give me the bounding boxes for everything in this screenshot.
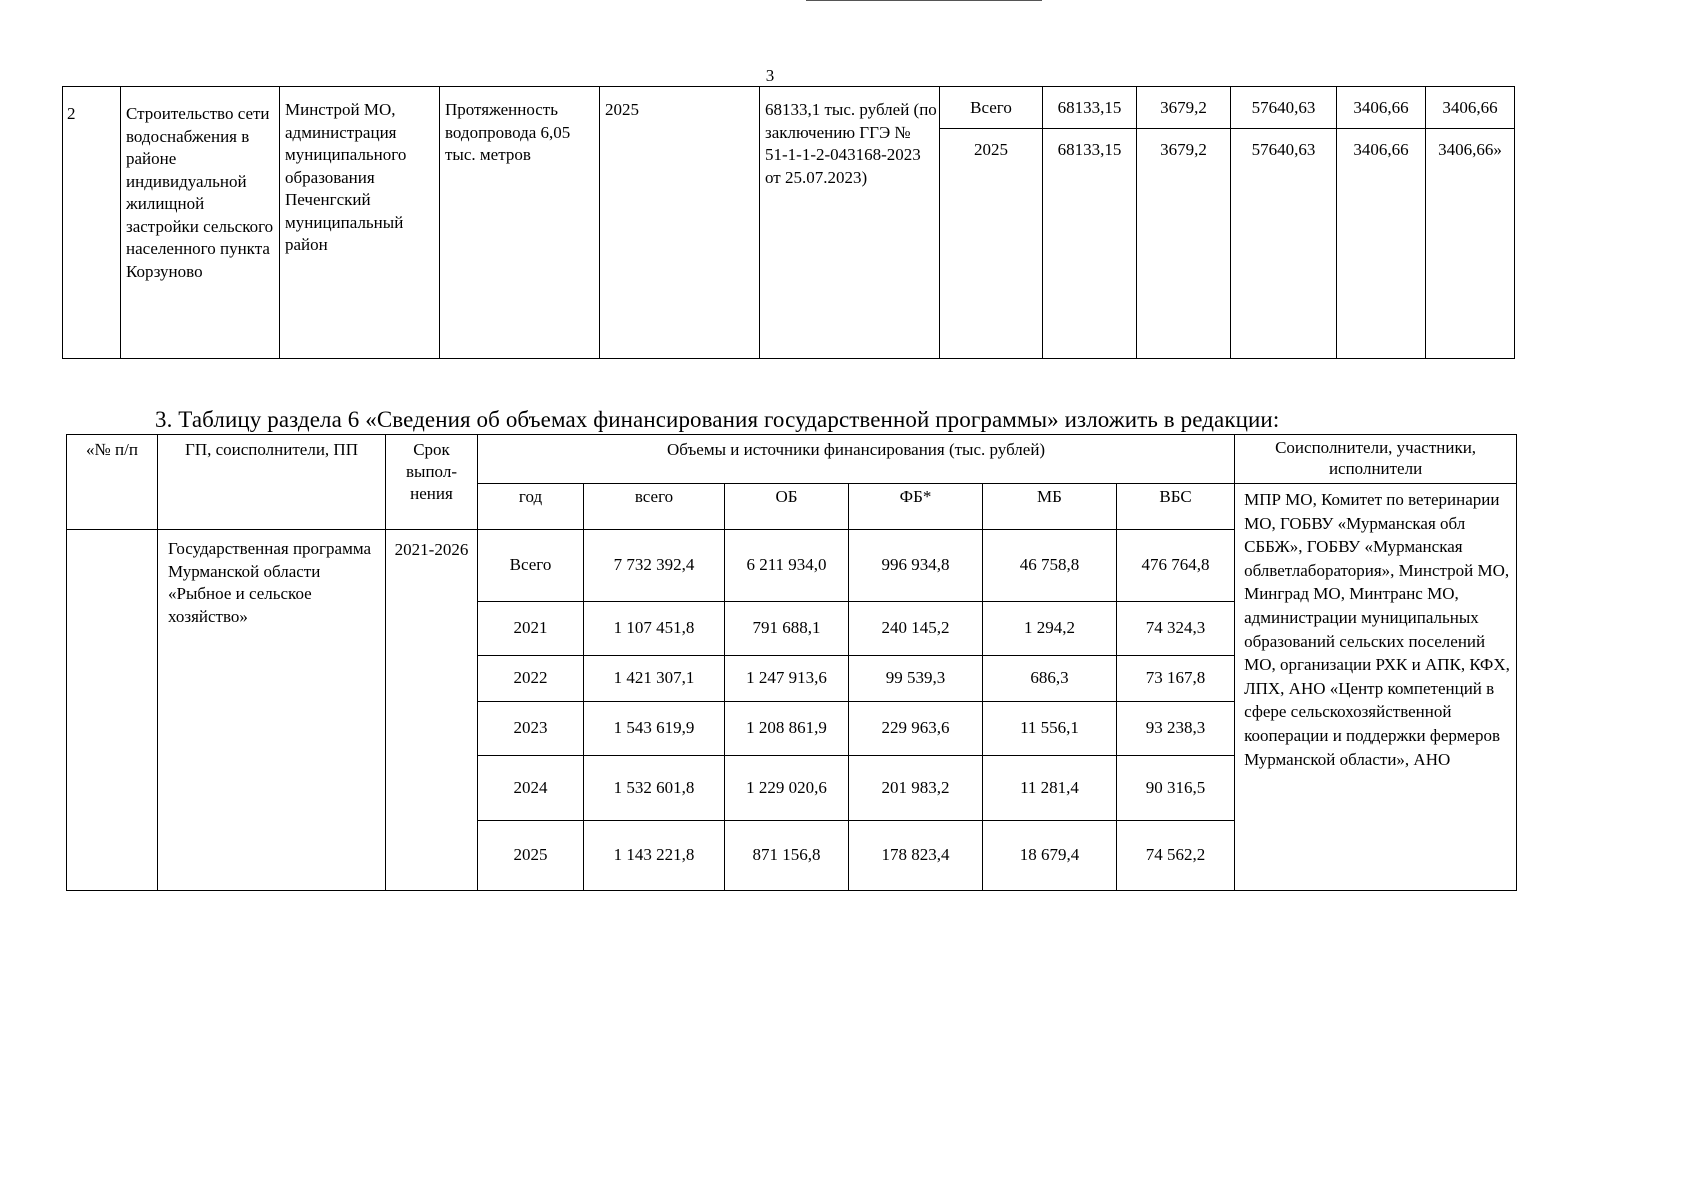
finance-value: 57640,63 [1231,87,1337,129]
finance-label: Всего [940,87,1043,129]
participants-cell: МПР МО, Комитет по ветеринарии МО, ГОБВУ «Мурманская обл СББЖ», ГОБВУ «Мурманская облветлаборатория», Минстрой МО, Минград МО, Минтранс МО, администрации муниципальных образований сельских поселений МО, организации РХК и АПК, КФХ, ЛПХ, АНО «Центр компетенций в сфере сельскохозяйственной кооперации и поддержки фермеров Мурманской области», АНО [1235,484,1517,891]
row-number: 2 [63,87,121,359]
finance-value: 68133,15 [1043,129,1137,359]
header-mb: МБ [983,484,1117,530]
header-participants: Соисполнители, участники, исполнители [1235,435,1517,484]
year-cell: 2023 [478,702,584,756]
finance-label: 2025 [940,129,1043,359]
vbs-cell: 74 562,2 [1117,821,1235,891]
fb-cell: 229 963,6 [849,702,983,756]
header-volumes: Объемы и источники финансирования (тыс. рублей) [478,435,1235,484]
object-period: 2025 [600,87,760,359]
ob-cell: 1 208 861,9 [725,702,849,756]
year-cell: 2022 [478,656,584,702]
financing-table [66,434,1517,891]
object-capacity: Протяженность водопровода 6,05 тыс. метров [440,87,600,359]
header-term: Срок выпол-нения [386,435,478,530]
top-divider-line [806,0,1042,1]
ob-cell: 791 688,1 [725,602,849,656]
mb-cell: 11 556,1 [983,702,1117,756]
header-total: всего [584,484,725,530]
finance-value: 3679,2 [1137,87,1231,129]
finance-value: 57640,63 [1231,129,1337,359]
finance-value: 3406,66» [1426,129,1515,359]
fb-cell: 99 539,3 [849,656,983,702]
total-cell: 1 421 307,1 [584,656,725,702]
vbs-cell: 93 238,3 [1117,702,1235,756]
fb-cell: 178 823,4 [849,821,983,891]
finance-value: 3406,66 [1337,129,1426,359]
term-cell: 2021-2026 [386,530,478,891]
vbs-cell: 476 764,8 [1117,530,1235,602]
year-cell: 2021 [478,602,584,656]
object-executor: Минстрой МО, администрация муниципального образования Печенгский муниципальный район [280,87,440,359]
header-gp: ГП, соисполнители, ПП [158,435,386,530]
total-cell: 1 107 451,8 [584,602,725,656]
total-cell: 1 532 601,8 [584,756,725,821]
mb-cell: 1 294,2 [983,602,1117,656]
ob-cell: 1 229 020,6 [725,756,849,821]
vbs-cell: 74 324,3 [1117,602,1235,656]
header-year: год [478,484,584,530]
gp-name: Государственная программа Мурманской области «Рыбное и сельское хозяйство» [158,530,386,891]
mb-cell: 686,3 [983,656,1117,702]
vbs-cell: 90 316,5 [1117,756,1235,821]
num-cell [67,530,158,891]
header-num: «№ п/п [67,435,158,530]
year-cell: 2024 [478,756,584,821]
header-vbs: ВБС [1117,484,1235,530]
finance-value: 3679,2 [1137,129,1231,359]
vbs-cell: 73 167,8 [1117,656,1235,702]
mb-cell: 11 281,4 [983,756,1117,821]
year-cell: Всего [478,530,584,602]
section-heading: 3. Таблицу раздела 6 «Сведения об объемах финансирования государственной программы» изложить в редакции: [155,407,1280,432]
header-row [67,435,1517,484]
page-number: 3 [765,66,775,85]
mb-cell: 46 758,8 [983,530,1117,602]
fb-cell: 240 145,2 [849,602,983,656]
finance-value: 68133,15 [1043,87,1137,129]
header-fb: ФБ* [849,484,983,530]
finance-value: 3406,66 [1337,87,1426,129]
table-row [63,87,1515,129]
total-cell: 1 543 619,9 [584,702,725,756]
object-name: Строительство сети водоснабжения в районе индивидуальной жилищной застройки сельского населенного пункта Корзуново [121,87,280,359]
fb-cell: 201 983,2 [849,756,983,821]
finance-value: 3406,66 [1426,87,1515,129]
ob-cell: 871 156,8 [725,821,849,891]
mb-cell: 18 679,4 [983,821,1117,891]
header-ob: ОБ [725,484,849,530]
total-cell: 1 143 221,8 [584,821,725,891]
object-cost: 68133,1 тыс. рублей (по заключению ГГЭ № 51-1-1-2-043168-2023 от 25.07.2023) [760,87,940,359]
ob-cell: 6 211 934,0 [725,530,849,602]
ob-cell: 1 247 913,6 [725,656,849,702]
object-table [62,86,1515,359]
year-cell: 2025 [478,821,584,891]
fb-cell: 996 934,8 [849,530,983,602]
total-cell: 7 732 392,4 [584,530,725,602]
